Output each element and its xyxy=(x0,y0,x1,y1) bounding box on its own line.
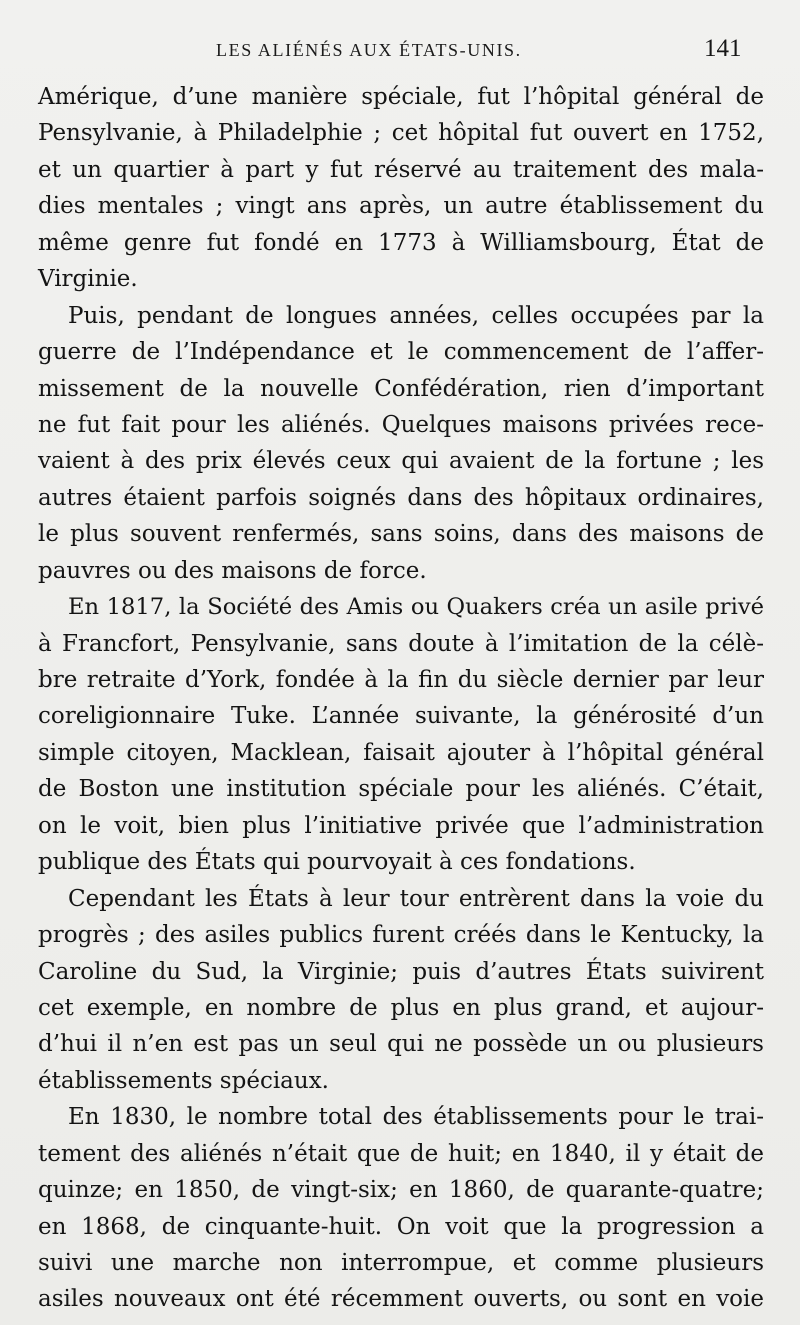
text-line: En 1817, la Société des Amis ou Quakers créa un asile privé xyxy=(68,594,764,621)
text-line: Pensylvanie, à Philadelphie ; cet hôpital fut ouvert en 1752, xyxy=(38,120,764,147)
body-text xyxy=(38,79,764,1318)
text-line: simple citoyen, Macklean, faisait ajouter à l’hôpital général xyxy=(38,739,764,766)
text-line: établissements spéciaux. xyxy=(38,1067,329,1094)
text-line: progrès ; des asiles publics furent créés dans le Kentucky, la xyxy=(38,922,764,949)
text-line: en 1868, de cinquante-huit. On voit que la progression a xyxy=(38,1213,764,1240)
text-line: vaient à des prix élevés ceux qui avaient de la fortune ; les xyxy=(38,448,764,475)
paragraph xyxy=(38,1099,764,1318)
text-line: coreligionnaire Tuke. L’année suivante, la générosité d’un xyxy=(38,703,764,730)
text-line: Virginie. xyxy=(38,266,138,293)
text-line: dies mentales ; vingt ans après, un autre établissement du xyxy=(38,193,764,220)
text-line: publique des États qui pourvoyait à ces fondations. xyxy=(38,849,636,876)
paragraph xyxy=(38,589,764,881)
text-line: à Francfort, Pensylvanie, sans doute à l’imitation de la célè- xyxy=(38,630,764,657)
text-line: guerre de l’Indépendance et le commencement de l’affer- xyxy=(38,339,764,366)
text-line: En 1830, le nombre total des établissements pour le trai- xyxy=(68,1104,764,1131)
paragraph xyxy=(38,881,764,1100)
text-line: on le voit, bien plus l’initiative privée que l’administration xyxy=(38,812,764,839)
text-line: cet exemple, en nombre de plus en plus grand, et aujour- xyxy=(38,994,764,1021)
text-line: pauvres ou des maisons de force. xyxy=(38,557,427,584)
text-line: missement de la nouvelle Confédération, rien d’important xyxy=(38,375,764,402)
text-line: quinze; en 1850, de vingt-six; en 1860, de quarante-quatre; xyxy=(38,1177,764,1204)
text-line: d’hui il n’en est pas un seul qui ne possède un ou plusieurs xyxy=(38,1031,764,1058)
page-number: 141 xyxy=(704,35,742,62)
paragraph xyxy=(38,298,764,590)
text-line: autres étaient parfois soignés dans des hôpitaux ordinaires, xyxy=(38,484,764,511)
text-line: le plus souvent renfermés, sans soins, dans des maisons de xyxy=(38,521,764,548)
text-line: et un quartier à part y fut réservé au traitement des mala- xyxy=(38,156,764,183)
text-line: même genre fut fondé en 1773 à Williamsbourg, État de xyxy=(38,229,764,256)
text-line: Cependant les États à leur tour entrèrent dans la voie du xyxy=(68,885,764,912)
running-title: LES ALIÉNÉS AUX ÉTATS-UNIS. xyxy=(216,40,522,60)
text-line: suivi une marche non interrompue, et comme plusieurs xyxy=(38,1250,764,1276)
text-line: Puis, pendant de longues années, celles occupées par la xyxy=(68,302,764,329)
text-line: Amérique, d’une manière spéciale, fut l’hôpital général de xyxy=(38,84,764,110)
text-line: Caroline du Sud, la Virginie; puis d’autres États suivirent xyxy=(38,958,764,985)
text-line: tement des aliénés n’était que de huit; en 1840, il y était de xyxy=(38,1140,764,1167)
text-line: asiles nouveaux ont été récemment ouverts, ou sont en voie xyxy=(38,1286,764,1313)
page-header xyxy=(0,35,800,74)
text-line: de Boston une institution spéciale pour les aliénés. C’était, xyxy=(38,776,764,803)
text-line: bre retraite d’York, fondée à la fin du siècle dernier par leur xyxy=(38,667,764,693)
text-line: ne fut fait pour les aliénés. Quelques maisons privées rece- xyxy=(38,411,764,438)
paragraph xyxy=(38,79,764,298)
